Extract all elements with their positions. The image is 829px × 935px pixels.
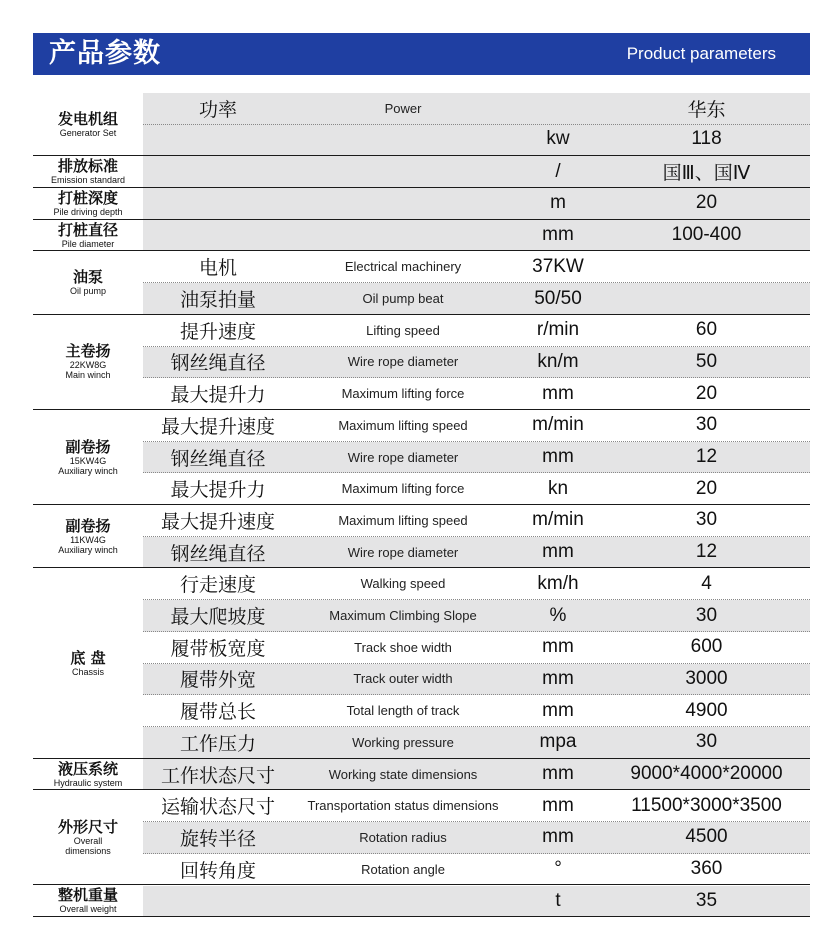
param-unit: mm — [542, 541, 574, 563]
param-name-en: Track outer width — [353, 671, 453, 687]
param-value: 600 — [690, 636, 723, 658]
power-label-en: Power — [384, 101, 422, 116]
param-name-en: Maximum lifting force — [341, 481, 465, 497]
param-unit: t — [555, 889, 561, 911]
param-unit: r/min — [536, 319, 580, 341]
table-row — [143, 664, 810, 696]
group-name-en: Oil pump — [69, 286, 106, 297]
power-label-cn: 功率 — [198, 99, 237, 121]
table-row — [143, 569, 810, 601]
param-name-cn: 最大提升力 — [170, 384, 266, 407]
group-label — [33, 93, 143, 156]
param-name-en: Total length of track — [346, 703, 460, 719]
header-bar — [33, 33, 810, 75]
group-label — [33, 220, 143, 252]
table-row — [143, 854, 810, 886]
param-name-en: Maximum lifting force — [341, 386, 465, 402]
param-name-cn: 提升速度 — [179, 320, 256, 343]
param-name-cn: 运输状态尺寸 — [160, 796, 275, 819]
group-label — [33, 790, 143, 885]
param-name-cn: 钢丝绳直径 — [170, 447, 266, 470]
group-label — [33, 410, 143, 505]
param-value: 11500*3000*3500 — [631, 794, 782, 816]
param-unit: mpa — [539, 731, 577, 753]
row-separator — [143, 124, 810, 125]
group-name-en: Hydraulic system — [53, 777, 123, 788]
param-unit: m — [550, 192, 566, 214]
group-name-en: Overall — [73, 835, 103, 846]
group-name-en: Main winch — [65, 370, 111, 381]
param-name-cn: 履带外宽 — [179, 669, 256, 692]
param-value: 20 — [695, 382, 718, 404]
group-label — [33, 505, 143, 568]
param-name-en: Wire rope diameter — [347, 544, 459, 560]
group-label — [33, 252, 143, 315]
table-row — [143, 632, 810, 664]
param-name-cn: 钢丝绳直径 — [170, 542, 266, 565]
param-unit: kn — [547, 477, 569, 499]
param-name-cn — [143, 886, 293, 917]
group-name-cn: 油泵 — [72, 268, 103, 287]
group-label — [33, 188, 143, 220]
param-value: 360 — [690, 858, 723, 880]
param-unit: 37KW — [532, 255, 584, 277]
param-unit: m/min — [532, 509, 584, 531]
param-unit: mm — [542, 826, 574, 848]
table-row — [143, 347, 810, 379]
group-name-cn: 发电机组 — [57, 109, 118, 128]
param-name-cn: 回转角度 — [179, 859, 256, 882]
group-name-en: Emission standard — [50, 175, 126, 186]
param-name-cn: 钢丝绳直径 — [170, 352, 266, 375]
param-unit: mm — [542, 763, 574, 785]
group-name-en: dimensions — [65, 845, 111, 856]
param-value — [603, 283, 810, 314]
param-value: 4 — [701, 572, 712, 594]
param-name-en: Track shoe width — [354, 639, 452, 655]
param-value: 60 — [695, 319, 718, 341]
group-label — [33, 886, 143, 918]
param-name-en: Working state dimensions — [328, 766, 478, 782]
group-name-cn: 外形尺寸 — [57, 817, 118, 836]
param-unit: km/h — [537, 572, 579, 594]
param-name-en: Maximum lifting speed — [338, 512, 468, 528]
table-row — [143, 378, 810, 410]
group-label — [33, 569, 143, 759]
param-unit: m/min — [532, 414, 584, 436]
table-row — [143, 252, 810, 284]
param-value: 50 — [695, 350, 718, 372]
table-row — [143, 790, 810, 822]
param-name-cn: 行走速度 — [179, 574, 256, 597]
param-unit: 50/50 — [534, 287, 582, 309]
table-row — [143, 759, 810, 791]
param-name-en — [293, 220, 513, 251]
param-unit: mm — [542, 446, 574, 468]
table-row — [143, 822, 810, 854]
table-row — [143, 220, 810, 252]
group-name-en: 22KW8G — [69, 360, 107, 371]
table-row — [143, 695, 810, 727]
table-row — [143, 188, 810, 220]
param-unit: mm — [542, 699, 574, 721]
param-name-en — [293, 156, 513, 187]
group-name-cn: 整机重量 — [57, 886, 118, 905]
param-unit: mm — [542, 636, 574, 658]
param-name-cn: 最大提升力 — [170, 479, 266, 502]
param-unit: ° — [554, 858, 562, 880]
group-name-cn: 排放标准 — [57, 157, 118, 176]
param-name-cn — [143, 188, 293, 219]
param-name-en: Wire rope diameter — [347, 354, 459, 370]
group-name-cn: 副卷扬 — [65, 516, 111, 535]
group-label — [33, 315, 143, 410]
group-name-cn: 液压系统 — [57, 759, 118, 778]
param-name-cn: 工作状态尺寸 — [160, 764, 275, 787]
param-value: 国Ⅲ、国Ⅳ — [662, 163, 751, 185]
param-name-cn: 电机 — [198, 257, 237, 280]
group-name-en: Generator Set — [59, 127, 117, 138]
param-name-en: Walking speed — [360, 576, 446, 592]
param-value — [603, 252, 810, 283]
group-name-en: Auxiliary winch — [58, 465, 118, 476]
power-value: 118 — [691, 128, 722, 149]
param-value: 30 — [695, 731, 718, 753]
group-name-cn: 底 盘 — [70, 648, 106, 667]
param-name-en: Rotation angle — [361, 861, 445, 877]
param-value: 20 — [695, 477, 718, 499]
table-row — [143, 473, 810, 505]
group-name-en: Pile driving depth — [53, 206, 123, 217]
param-name-en: Maximum Climbing Slope — [329, 608, 477, 624]
group-name-cn: 打桩直径 — [57, 220, 118, 239]
param-value: 4500 — [685, 826, 728, 848]
group-label — [33, 759, 143, 791]
table-row — [143, 600, 810, 632]
page-subtitle: Product parameters — [626, 44, 776, 63]
table-row — [143, 315, 810, 347]
param-value: 20 — [695, 192, 718, 214]
group-name-en: Chassis — [71, 666, 104, 677]
param-name-cn: 油泵拍量 — [179, 289, 256, 312]
table-row — [143, 505, 810, 537]
param-unit: mm — [542, 224, 574, 246]
param-value: 30 — [695, 414, 718, 436]
power-unit: kw — [546, 128, 570, 149]
table-row — [143, 886, 810, 918]
param-value: 3000 — [685, 667, 728, 689]
param-value: 4900 — [685, 699, 728, 721]
param-name-cn: 最大爬坡度 — [170, 606, 266, 629]
group-name-en: Overall weight — [59, 904, 117, 915]
param-value: 30 — [695, 604, 718, 626]
table-row — [143, 727, 810, 759]
param-unit: mm — [542, 667, 574, 689]
group-name-en: 11KW4G — [70, 534, 106, 545]
group-name-cn: 打桩深度 — [57, 188, 118, 207]
param-name-cn — [143, 156, 293, 187]
group-label — [33, 156, 143, 188]
table-row — [143, 537, 810, 569]
param-unit: / — [555, 160, 561, 182]
page-title: 产品参数 — [49, 38, 161, 69]
param-unit: % — [549, 604, 567, 626]
param-name-en: Oil pump beat — [362, 291, 444, 307]
group-name-en: 15KW4G — [69, 455, 107, 466]
param-name-cn: 最大提升速度 — [160, 415, 275, 438]
group-name-en: Auxiliary winch — [58, 544, 118, 555]
param-unit: kn/m — [537, 350, 579, 372]
param-name-en: Lifting speed — [366, 322, 440, 338]
param-value: 35 — [695, 889, 718, 911]
group-name-cn: 主卷扬 — [65, 342, 111, 361]
param-name-cn: 旋转半径 — [179, 827, 256, 850]
param-name-cn: 履带板宽度 — [170, 637, 266, 660]
table-row — [143, 410, 810, 442]
group-name-cn: 副卷扬 — [65, 437, 111, 456]
param-name-en: Transportation status dimensions — [307, 798, 499, 814]
param-unit: mm — [542, 794, 574, 816]
param-name-cn: 工作压力 — [179, 732, 256, 755]
table-row — [143, 156, 810, 188]
param-value: 12 — [695, 446, 718, 468]
param-name-en: Working pressure — [352, 734, 454, 750]
power-brand: 华东 — [687, 100, 726, 121]
param-name-en: Maximum lifting speed — [338, 417, 468, 433]
param-name-en: Rotation radius — [359, 829, 447, 845]
param-name-en — [293, 188, 513, 219]
param-name-cn — [143, 220, 293, 251]
param-name-en: Wire rope diameter — [347, 449, 459, 465]
group-name-en: Pile diameter — [61, 238, 115, 249]
table-row — [143, 283, 810, 315]
param-name-en: Electrical machinery — [344, 259, 462, 275]
param-unit: mm — [542, 382, 574, 404]
param-value: 100-400 — [671, 224, 742, 246]
table-row — [143, 442, 810, 474]
param-name-cn: 履带总长 — [179, 701, 256, 724]
param-name-cn: 最大提升速度 — [160, 510, 275, 533]
parameter-table — [33, 93, 810, 917]
param-name-en — [293, 886, 513, 917]
power-row — [143, 93, 810, 156]
param-value: 30 — [695, 509, 718, 531]
param-value: 12 — [695, 541, 718, 563]
param-value: 9000*4000*20000 — [630, 763, 783, 785]
